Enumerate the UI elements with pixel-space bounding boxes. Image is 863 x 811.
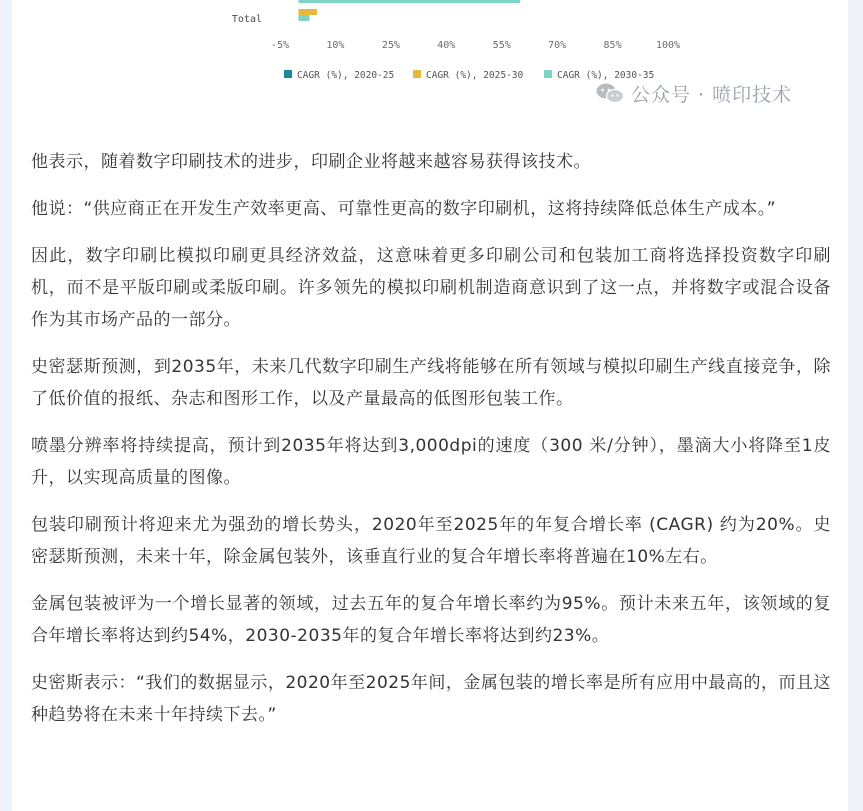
article-body <box>31 146 831 746</box>
article-paragraph: 他说：“供应商正在开发生产效率更高、可靠性更高的数字印刷机，这将持续降低总体生产成本。” <box>31 199 777 219</box>
legend-label: CAGR (%), 2025-30 <box>426 70 524 81</box>
tick-label: 40% <box>437 40 456 51</box>
article-paragraph: 包装印刷预计将迎来尤为强劲的增长势头，2020年至2025年的年复合增长率 (CAGR) 约为20%。史密瑟斯预测，未来十年，除金属包装外，该垂直行业的复合年增长率将普遍在10%左右。 <box>31 515 831 567</box>
article-paragraph: 因此，数字印刷比模拟印刷更具经济效益，这意味着更多印刷公司和包装加工商将选择投资数字印刷机，而不是平版印刷或柔版印刷。许多领先的模拟印刷机制造商意识到了这一点，并将数字或混合设备作为其市场产品的一部分。 <box>31 246 831 330</box>
category-label: Total <box>231 14 262 25</box>
watermark-text: 公众号 · 喷印技术 <box>631 83 793 106</box>
article-paragraph: 金属包装被评为一个增长显著的领域，过去五年的复合年增长率约为95%。预计未来五年，该领域的复合年增长率将达到约54%，2030-2035年的复合年增长率将达到约23%。 <box>31 594 831 646</box>
article-paragraph: 喷墨分辨率将持续提高，预计到2035年将达到3,000dpi的速度（300 米/分钟），墨滴大小将降至1皮升，以实现高质量的图像。 <box>31 436 831 488</box>
legend-label: CAGR (%), 2030-35 <box>557 70 655 81</box>
article-paragraph: 他表示，随着数字印刷技术的进步，印刷企业将越来越容易获得该技术。 <box>31 152 591 172</box>
bar-total <box>298 9 316 15</box>
tick-label: 100% <box>655 40 681 51</box>
tick-label: 70% <box>548 40 567 51</box>
article-paragraph: 史密斯表示：“我们的数据显示，2020年至2025年间，金属包装的增长率是所有应用中最高的，而且这种趋势将在未来十年持续下去。” <box>31 673 831 725</box>
legend-swatch <box>413 70 421 78</box>
tick-label: 25% <box>381 40 400 51</box>
partial-bar <box>298 0 520 3</box>
legend-label: CAGR (%), 2020-25 <box>297 70 395 81</box>
tick-label: -5% <box>270 40 290 51</box>
bar-total <box>298 15 309 21</box>
tick-label: 10% <box>326 40 345 51</box>
legend-swatch <box>544 70 552 78</box>
tick-label: 85% <box>603 40 622 51</box>
wechat-icon <box>595 82 625 104</box>
tick-label: 55% <box>492 40 511 51</box>
article-paragraph: 史密瑟斯预测，到2035年，未来几代数字印刷生产线将能够在所有领域与模拟印刷生产线直接竞争，除了低价值的报纸、杂志和图形工作，以及产量最高的低图形包装工作。 <box>31 357 831 409</box>
watermark <box>595 80 792 106</box>
legend-swatch <box>284 70 292 78</box>
article-page <box>12 0 848 811</box>
